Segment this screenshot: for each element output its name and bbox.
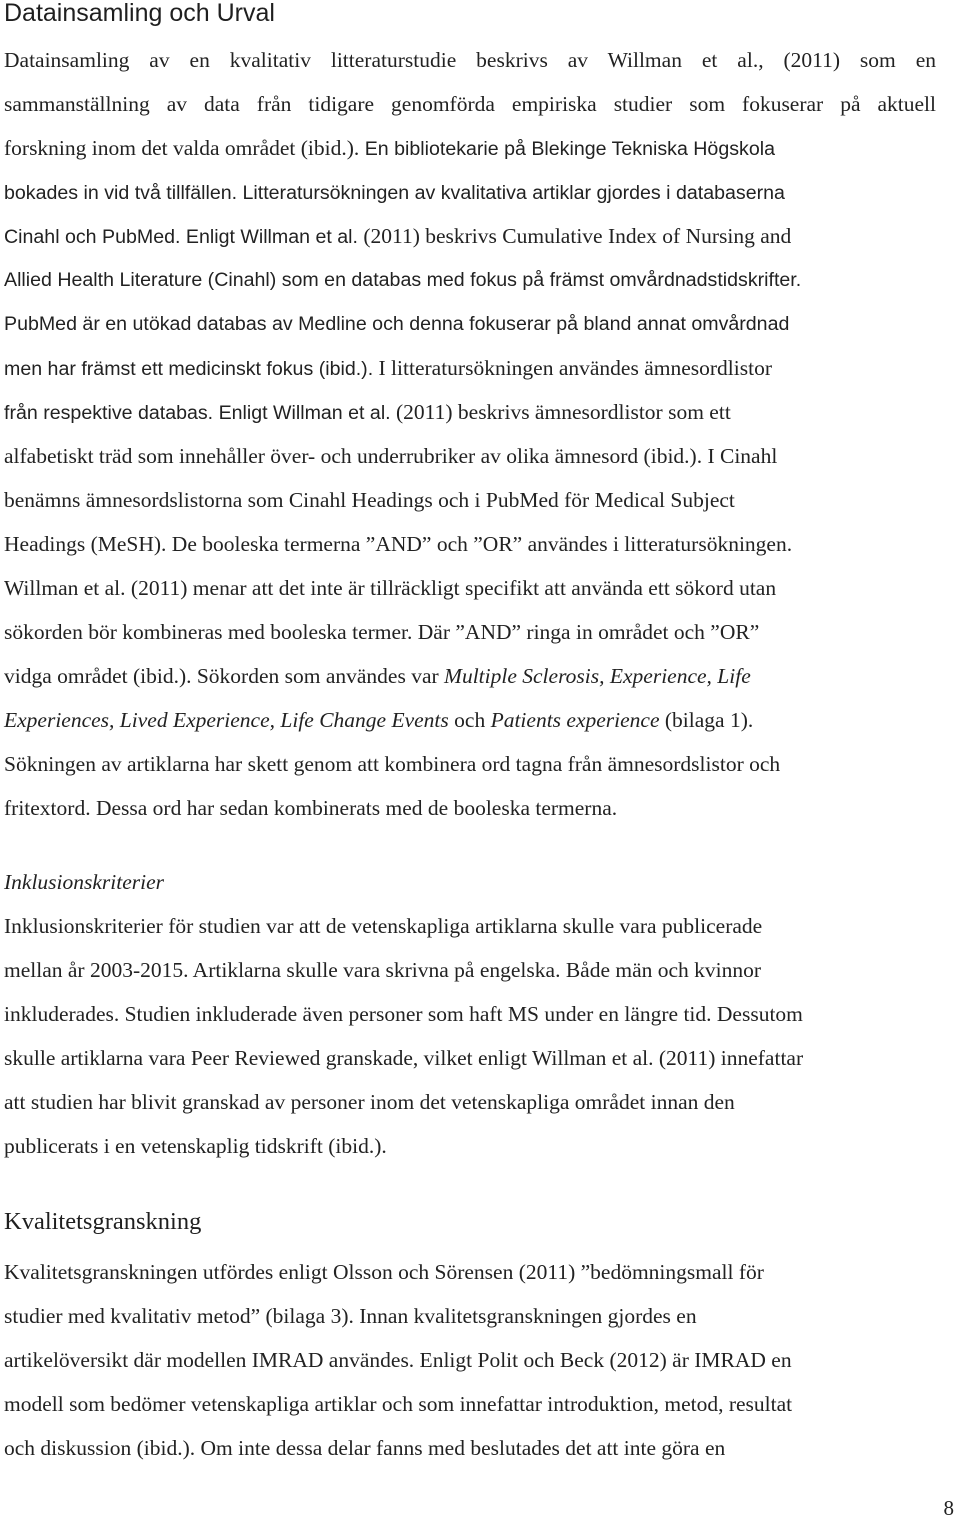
section-heading-inklusionskriterier: Inklusionskriterier xyxy=(4,870,165,894)
paragraph-line xyxy=(4,177,785,207)
search-terms-italic: Multiple Sclerosis, Experience, Life xyxy=(444,664,751,688)
paragraph-line: modell som bedömer vetenskapliga artiklar och som innefattar introduktion, metod, resultat xyxy=(4,1392,793,1416)
paragraph-line xyxy=(4,133,775,163)
paragraph-line xyxy=(4,705,753,735)
paragraph-line: Headings (MeSH). De booleska termerna ”AND” och ”OR” användes i litteratursökningen. xyxy=(4,532,793,556)
text-run: En bibliotekarie på Blekinge Tekniska Högskola xyxy=(359,138,775,160)
paragraph-line xyxy=(4,397,731,427)
paragraph-line: fritextord. Dessa ord har sedan kombinerats med de booleska termerna. xyxy=(4,796,618,820)
paragraph-line: inkluderades. Studien inkluderade även personer som haft MS under en längre tid. Dessutom xyxy=(4,1002,803,1026)
paragraph-line: skulle artiklarna vara Peer Reviewed granskade, vilket enligt Willman et al. (2011) innefattar xyxy=(4,1046,804,1070)
search-terms-italic: Patients experience xyxy=(490,708,660,732)
paragraph-line: alfabetiskt träd som innehåller över- och underrubriker av olika ämnesord (ibid.). I Cinahl xyxy=(4,444,778,468)
text-run: Cinahl och PubMed. Enligt Willman et al. xyxy=(4,226,358,248)
paragraph-line: publicerats i en vetenskaplig tidskrift (ibid.). xyxy=(4,1134,387,1158)
paragraph-line: Inklusionskriterier för studien var att de vetenskapliga artiklarna skulle vara publicerade xyxy=(4,914,763,938)
text-run: I litteratursökningen användes ämnesordlistor xyxy=(373,356,772,380)
paragraph-line: benämns ämnesordslistorna som Cinahl Headings och i PubMed för Medical Subject xyxy=(4,488,735,512)
section-heading-kvalitetsgranskning: Kvalitetsgranskning xyxy=(4,1208,202,1235)
paragraph-line: studier med kvalitativ metod” (bilaga 3). Innan kvalitetsgranskningen gjordes en xyxy=(4,1304,697,1328)
text-run: (2011) menar att det inte är tillräckligt specifikt att använda ett sökord utan xyxy=(125,576,777,600)
text-run: (bilaga 1). xyxy=(659,708,754,732)
paragraph-line: mellan år 2003-2015. Artiklarna skulle vara skrivna på engelska. Både män och kvinnor xyxy=(4,958,762,982)
text-run: Litteratursökningen av kvalitativa artiklar gjordes i databaserna xyxy=(237,182,785,204)
text-run: och xyxy=(448,708,491,732)
paragraph-line: sökorden bör kombineras med booleska termer. Där ”AND” ringa in området och ”OR” xyxy=(4,620,760,644)
text-run: bokades in vid två tillfällen. xyxy=(4,182,238,204)
text-run: vidga området (ibid.). Sökorden som användes var xyxy=(4,664,445,688)
text-run: från respektive databas. Enligt Willman et al. xyxy=(4,402,391,424)
text-run: (2011) beskrivs ämnesordlistor som ett xyxy=(390,400,731,424)
paragraph-line: Datainsamling av en kvalitativ litteraturstudie beskrivs av Willman et al., (2011) som en xyxy=(4,48,936,72)
paragraph-line: och diskussion (ibid.). Om inte dessa delar fanns med beslutades det att inte göra en xyxy=(4,1436,726,1460)
paragraph-line: Kvalitetsgranskningen utfördes enligt Olsson och Sörensen (2011) ”bedömningsmall för xyxy=(4,1260,764,1284)
text-run: forskning inom det valda området (ibid.). xyxy=(4,136,360,160)
paragraph-line xyxy=(4,573,776,603)
page-number: 8 xyxy=(943,1496,954,1520)
paragraph-line: artikelöversikt där modellen IMRAD användes. Enligt Polit och Beck (2012) är IMRAD en xyxy=(4,1348,792,1372)
paragraph-line xyxy=(4,661,751,691)
paragraph-line: Allied Health Literature (Cinahl) som en databas med fokus på främst omvårdnadstidskrifter. xyxy=(4,269,802,291)
paragraph-line: sammanställning av data från tidigare genomförda empiriska studier som fokuserar på aktuell xyxy=(4,92,936,116)
text-run: (2011) beskrivs Cumulative Index of Nursing and xyxy=(357,224,792,248)
section-heading-datainsamling: Datainsamling och Urval xyxy=(4,0,275,27)
paragraph-line xyxy=(4,221,791,251)
paragraph-line xyxy=(4,353,772,383)
text-run: men har främst ett medicinskt fokus (ibid.). xyxy=(4,358,374,380)
search-terms-italic: Experiences, Lived Experience, Life Change Events xyxy=(4,708,449,732)
text-run: Willman et al. xyxy=(4,576,126,600)
paragraph-line: att studien har blivit granskad av personer inom det vetenskapliga området innan den xyxy=(4,1090,735,1114)
paragraph-line: PubMed är en utökad databas av Medline och denna fokuserar på bland annat omvårdnad xyxy=(4,313,790,335)
paragraph-line: Sökningen av artiklarna har skett genom att kombinera ord tagna från ämnesordslistor och xyxy=(4,752,781,776)
